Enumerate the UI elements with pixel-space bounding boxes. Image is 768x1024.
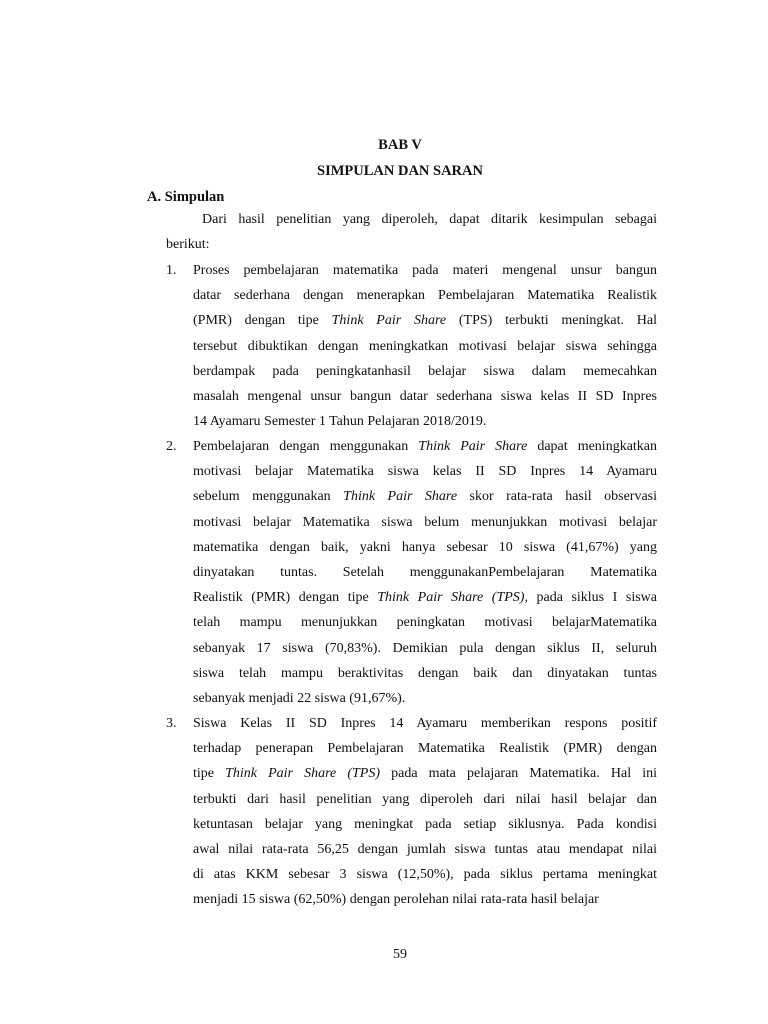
chapter-title: SIMPULAN DAN SARAN	[317, 163, 483, 179]
list-item-body	[193, 258, 657, 434]
intro-paragraph	[166, 207, 657, 257]
list-item-line: berdampak pada peningkatanhasil belajar siswa dalam memecahkan	[193, 363, 657, 379]
list-item-line: matematika dengan baik, yakni hanya sebesar 10 siswa (41,67%) yang	[193, 539, 657, 555]
italic-term: Think Pair Share (TPS)	[377, 590, 525, 606]
list-item-line: sebanyak menjadi 22 siswa (91,67%).	[193, 691, 406, 707]
italic-term: Think Pair Share	[418, 439, 528, 454]
list-item-line: sebelum menggunakan Think Pair Share skor rata-rata hasil observasi	[193, 489, 658, 505]
list-item-line: ketuntasan belajar yang meningkat pada setiap siklusnya. Pada kondisi	[193, 816, 657, 832]
list-item-line: telah mampu menunjukkan peningkatan motivasi belajarMatematika	[193, 615, 657, 631]
list-item-body	[193, 711, 657, 913]
chapter-number: BAB V	[378, 137, 422, 153]
list-item-line: (PMR) dengan tipe Think Pair Share (TPS) terbukti meningkat. Hal	[193, 313, 657, 329]
list-item-line: terhadap penerapan Pembelajaran Matematika Realistik (PMR) dengan	[193, 741, 657, 757]
list-item-line: menjadi 15 siswa (62,50%) dengan perolehan nilai rata-rata hasil belajar	[193, 892, 599, 908]
list-item-line: Pembelajaran dengan menggunakan Think Pair Share dapat meningkatkan	[193, 439, 658, 454]
list-item-line: Proses pembelajaran matematika pada materi mengenal unsur bangun	[193, 263, 657, 278]
list-item-body	[193, 434, 657, 711]
list-item-line: tersebut dibuktikan dengan meningkatkan motivasi belajar siswa sehingga	[193, 338, 657, 354]
list-item-number: 3.	[166, 716, 177, 731]
list-item-line: masalah mengenal unsur bangun datar sederhana siswa kelas II SD Inpres	[193, 389, 657, 405]
list-item-line: tipe Think Pair Share (TPS) pada mata pelajaran Matematika. Hal ini	[193, 766, 657, 782]
list-item-line: siswa telah mampu beraktivitas dengan baik dan dinyatakan tuntas	[193, 665, 657, 681]
intro-line: berikut:	[166, 237, 210, 253]
list-item-line: terbukti dari hasil penelitian yang diperoleh dari nilai hasil belajar dan	[193, 791, 657, 807]
page-number: 59	[393, 947, 407, 962]
list-item-line: motivasi belajar Matematika siswa belum menunjukkan motivasi belajar	[193, 514, 657, 530]
list-item-line: Realistik (PMR) dengan tipe Think Pair Share (TPS), pada siklus I siswa	[193, 590, 657, 606]
list-item-line: 14 Ayamaru Semester 1 Tahun Pelajaran 2018/2019.	[193, 414, 487, 430]
list-item-number: 1.	[166, 263, 177, 278]
list-item-line: datar sederhana dengan menerapkan Pembelajaran Matematika Realistik	[193, 288, 657, 304]
list-item-line: dinyatakan tuntas. Setelah menggunakanPembelajaran Matematika	[193, 565, 657, 581]
list-item-line: motivasi belajar Matematika siswa kelas II SD Inpres 14 Ayamaru	[193, 464, 657, 480]
italic-term: Think Pair Share (TPS)	[225, 766, 381, 782]
italic-term: Think Pair Share	[331, 313, 447, 329]
list-item-number: 2.	[166, 439, 177, 454]
intro-line: Dari hasil penelitian yang diperoleh, dapat ditarik kesimpulan sebagai	[202, 212, 657, 227]
list-item-line: di atas KKM sebesar 3 siswa (12,50%), pada siklus pertama meningkat	[193, 867, 657, 883]
section-heading: A. Simpulan	[147, 189, 225, 205]
italic-term: Think Pair Share	[343, 489, 458, 505]
list-item-line: awal nilai rata-rata 56,25 dengan jumlah siswa tuntas atau mendapat nilai	[193, 842, 657, 858]
list-item-line: sebanyak 17 siswa (70,83%). Demikian pula dengan siklus II, seluruh	[193, 640, 657, 656]
list-item-line: Siswa Kelas II SD Inpres 14 Ayamaru memberikan respons positif	[193, 716, 657, 731]
